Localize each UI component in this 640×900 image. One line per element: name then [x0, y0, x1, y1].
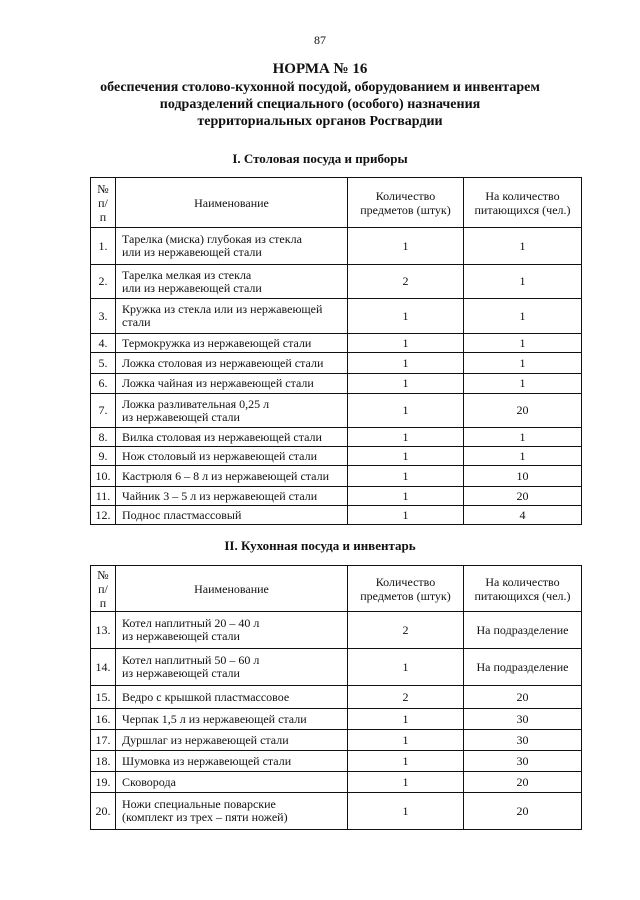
row-number: 11.: [91, 487, 116, 506]
document-title: НОРМА № 16: [272, 61, 368, 77]
item-name: [116, 466, 348, 487]
item-name-line: Шумовка из нержавеющей стали: [122, 753, 292, 768]
item-name: [116, 394, 348, 428]
item-name-line: Кастрюля 6 – 8 л из нержавеющей стали: [122, 468, 330, 483]
item-per-people: На подразделение: [464, 649, 582, 686]
item-quantity: 1: [348, 447, 464, 466]
item-quantity: 1: [348, 394, 464, 428]
item-name-line: Котел наплитный 20 – 40 л: [122, 616, 260, 630]
item-per-people: 1: [464, 299, 582, 334]
item-name: [116, 265, 348, 299]
row-number: 17.: [91, 730, 116, 751]
kitchenware-rows: [91, 612, 582, 830]
item-name: [116, 299, 348, 334]
row-number: 4.: [91, 334, 116, 353]
item-per-people: 20: [464, 686, 582, 709]
item-per-people: 4: [464, 506, 582, 525]
item-quantity: 1: [348, 334, 464, 353]
title-block: [60, 60, 580, 130]
item-quantity: 1: [348, 466, 464, 487]
header-num: № п/п: [91, 178, 116, 228]
table-row: [91, 334, 582, 353]
item-name-line: Тарелка (миска) глубокая из стекла: [122, 232, 302, 246]
item-name: [116, 649, 348, 686]
item-per-people: 1: [464, 334, 582, 353]
item-per-people: 1: [464, 374, 582, 394]
item-per-people: 1: [464, 447, 582, 466]
row-number: 12.: [91, 506, 116, 525]
table-row: [91, 730, 582, 751]
table-row: [91, 686, 582, 709]
item-name: [116, 793, 348, 830]
item-name: [116, 772, 348, 793]
item-name-line: Сковорода: [122, 774, 176, 789]
item-per-people: 20: [464, 487, 582, 506]
item-name: [116, 506, 348, 525]
document-subtitle-line-2: подразделений специального (особого) назначения: [159, 97, 481, 112]
item-name: [116, 487, 348, 506]
item-per-people: 30: [464, 751, 582, 772]
item-quantity: 1: [348, 299, 464, 334]
item-name-line: Вилка столовая из нержавеющей стали: [122, 429, 322, 444]
item-name-line: Ложка столовая из нержавеющей стали: [122, 355, 324, 370]
item-quantity: 2: [348, 265, 464, 299]
item-name-line: Кружка из стекла или из нержавеющей: [122, 302, 323, 316]
item-quantity: 1: [348, 353, 464, 374]
header-per: На количество питающихся (чел.): [464, 566, 582, 612]
item-per-people: 1: [464, 428, 582, 447]
item-quantity: 1: [348, 709, 464, 730]
header-qty: Количество предметов (штук): [348, 178, 464, 228]
row-number: 8.: [91, 428, 116, 447]
row-number: 5.: [91, 353, 116, 374]
item-name: [116, 428, 348, 447]
item-name-line: Котел наплитный 50 – 60 л: [122, 653, 260, 667]
tableware-rows: [91, 228, 582, 525]
header-num: № п/п: [91, 566, 116, 612]
table-row: [91, 374, 582, 394]
row-number: 2.: [91, 265, 116, 299]
item-quantity: 1: [348, 374, 464, 394]
section-2-heading: II. Кухонная посуда и инвентарь: [224, 538, 416, 553]
item-per-people: 20: [464, 394, 582, 428]
row-number: 16.: [91, 709, 116, 730]
item-name-line: Чайник 3 – 5 л из нержавеющей стали: [122, 488, 318, 503]
row-number: 1.: [91, 228, 116, 265]
item-per-people: 20: [464, 793, 582, 830]
tableware-table: [90, 177, 582, 525]
item-name-line: Ножи специальные поварские: [122, 797, 276, 811]
row-number: 20.: [91, 793, 116, 830]
row-number: 10.: [91, 466, 116, 487]
item-per-people: 10: [464, 466, 582, 487]
item-quantity: 1: [348, 487, 464, 506]
item-name-line: из нержавеющей стали: [122, 629, 240, 643]
table-row: [91, 353, 582, 374]
item-quantity: 1: [348, 730, 464, 751]
item-name: [116, 447, 348, 466]
item-name: [116, 751, 348, 772]
item-name: [116, 730, 348, 751]
table-row: [91, 649, 582, 686]
table-row: [91, 447, 582, 466]
row-number: 13.: [91, 612, 116, 649]
row-number: 9.: [91, 447, 116, 466]
item-quantity: 1: [348, 751, 464, 772]
item-per-people: На подразделение: [464, 612, 582, 649]
row-number: 3.: [91, 299, 116, 334]
item-name: [116, 374, 348, 394]
row-number: 7.: [91, 394, 116, 428]
item-name-line: Черпак 1,5 л из нержавеющей стали: [122, 711, 307, 726]
item-name: [116, 612, 348, 649]
item-quantity: 1: [348, 772, 464, 793]
item-name-line: стали: [122, 315, 151, 329]
table-row: [91, 299, 582, 334]
item-quantity: 1: [348, 228, 464, 265]
item-name: [116, 353, 348, 374]
item-quantity: 1: [348, 506, 464, 525]
row-number: 6.: [91, 374, 116, 394]
item-name-line: из нержавеющей стали: [122, 409, 240, 424]
table-row: [91, 487, 582, 506]
item-name-line: Ложка чайная из нержавеющей стали: [122, 376, 314, 390]
row-number: 19.: [91, 772, 116, 793]
item-name-line: Поднос пластмассовый: [122, 507, 242, 522]
item-name-line: Термокружка из нержавеющей стали: [122, 335, 312, 350]
table-header-row: [91, 178, 582, 228]
item-name-line: (комплект из трех – пяти ножей): [122, 810, 288, 824]
header-per: На количество питающихся (чел.): [464, 178, 582, 228]
row-number: 15.: [91, 686, 116, 709]
table-row: [91, 793, 582, 830]
table-row: [91, 394, 582, 428]
item-name-line: из нержавеющей стали: [122, 666, 240, 680]
table-row: [91, 428, 582, 447]
item-name-line: Ложка разливательная 0,25 л: [122, 396, 270, 411]
table-row: [91, 228, 582, 265]
table-header-row: [91, 566, 582, 612]
item-per-people: 20: [464, 772, 582, 793]
header-qty: Количество предметов (штук): [348, 566, 464, 612]
table-row: [91, 751, 582, 772]
row-number: 18.: [91, 751, 116, 772]
page-number: 87: [314, 33, 326, 47]
item-name-line: или из нержавеющей стали: [122, 245, 262, 259]
item-per-people: 30: [464, 709, 582, 730]
item-per-people: 1: [464, 353, 582, 374]
item-name-line: Нож столовый из нержавеющей стали: [122, 448, 318, 463]
table-row: [91, 772, 582, 793]
kitchenware-table: [90, 565, 582, 830]
item-name: [116, 686, 348, 709]
document-subtitle-line-3: территориальных органов Росгвардии: [197, 114, 443, 129]
item-per-people: 1: [464, 228, 582, 265]
section-1-heading: I. Столовая посуда и приборы: [232, 151, 408, 166]
header-name: Наименование: [116, 178, 348, 228]
row-number: 14.: [91, 649, 116, 686]
item-per-people: 30: [464, 730, 582, 751]
item-name-line: или из нержавеющей стали: [122, 280, 262, 295]
table-row: [91, 709, 582, 730]
item-name: [116, 334, 348, 353]
item-name-line: Дуршлаг из нержавеющей стали: [122, 732, 289, 747]
header-name: Наименование: [116, 566, 348, 612]
item-quantity: 1: [348, 428, 464, 447]
table-row: [91, 265, 582, 299]
item-name: [116, 228, 348, 265]
item-quantity: 2: [348, 686, 464, 709]
item-quantity: 1: [348, 793, 464, 830]
item-quantity: 1: [348, 649, 464, 686]
item-name: [116, 709, 348, 730]
item-per-people: 1: [464, 265, 582, 299]
table-row: [91, 612, 582, 649]
document-subtitle-line-1: обеспечения столово-кухонной посудой, оборудованием и инвентарем: [100, 80, 540, 95]
item-name-line: Ведро с крышкой пластмассовое: [122, 689, 290, 704]
item-quantity: 2: [348, 612, 464, 649]
table-row: [91, 506, 582, 525]
table-row: [91, 466, 582, 487]
item-name-line: Тарелка мелкая из стекла: [122, 267, 252, 282]
